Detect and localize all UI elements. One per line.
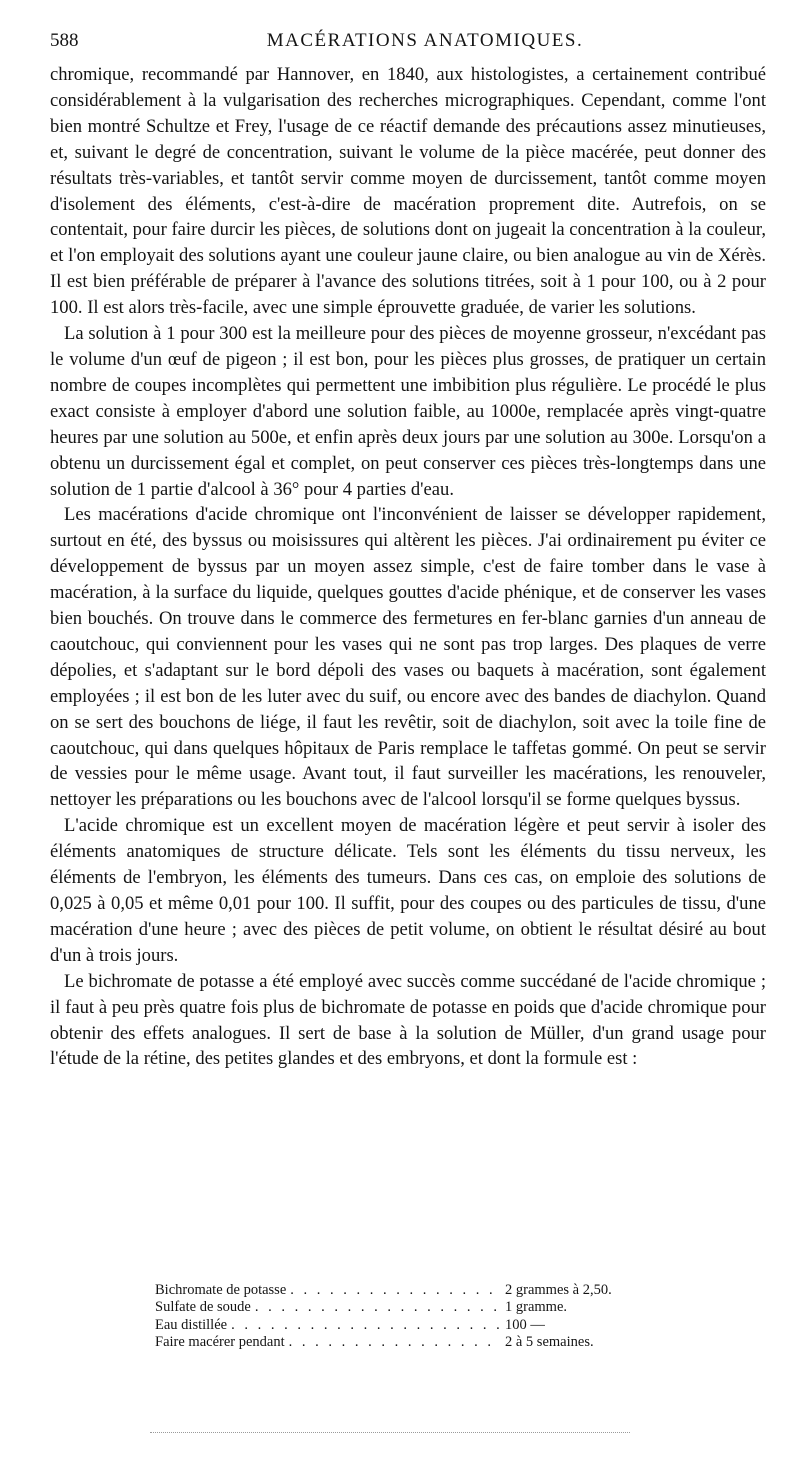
formula-row bbox=[155, 1334, 655, 1351]
paragraph-1: chromique, recommandé par Hannover, en 1840, aux histologistes, a certainement contribué considérablement à la vulgarisation des recherches micrographiques. Cependant, comme l'ont bien montré Schultze et Frey, l'usage de ce réactif demande des précautions assez minutieuses, et, suivant le degré de concentration, suivant le volume de la pièce macérée, peut donner des résultats très-variables, et tantôt servir comme moyen de durcissement, tantôt comme moyen d'isolement des éléments, c'est-à-dire de macération proprement dite. Autrefois, on se contentait, pour faire durcir les pièces, de solutions dont on jugeait la concentration à la couleur, et l'on employait des solutions ayant une couleur jaune claire, ou bien analogue au vin de Xérès. Il est bien préférable de préparer à l'avance des solutions titrées, soit à 1 pour 100, ou à 2 pour 100. Il est alors très-facile, avec une simple éprouvette graduée, de varier les solutions. bbox=[50, 64, 766, 319]
body-text bbox=[50, 62, 766, 1072]
leader-dots bbox=[255, 1299, 501, 1316]
formula-row bbox=[155, 1317, 655, 1334]
page-header bbox=[50, 30, 760, 58]
leader-dots bbox=[289, 1334, 501, 1351]
formula-row bbox=[155, 1282, 655, 1299]
paragraph-5: Le bichromate de potasse a été employé avec succès comme succédané de l'acide chromique ; il faut à peu près quatre fois plus de bichromate de potasse en poids que d'acide chromique pour obtenir des effets analogues. Il sert de base à la solution de Müller, d'un grand usage pour l'étude de la rétine, des petites glandes et des embryons, et dont la formule est : bbox=[50, 970, 766, 1070]
paragraph-4: L'acide chromique est un excellent moyen de macération légère et peut servir à isoler des éléments anatomiques de structure délicate. Tels sont les éléments du tissu nerveux, les éléments de l'embryon, les éléments des tumeurs. Dans ces cas, on emploie des solutions de 0,025 à 0,05 et même 0,01 pour 100. Il suffit, pour des coupes ou des particules de tissu, d'une macération d'une heure ; avec des pièces de petit volume, on obtient le résultat désiré au bout d'un à trois jours. bbox=[50, 815, 766, 966]
formula-ingredient: Eau distillée bbox=[155, 1316, 228, 1333]
paragraph-2: La solution à 1 pour 300 est la meilleure pour des pièces de moyenne grosseur, n'excédant pas le volume d'un œuf de pigeon ; il est bon, pour les pièces plus grosses, de pratiquer un certain nombre de coupes incomplètes qui permettent une imbibition plus régulière. Le procédé le plus exact consiste à employer d'abord une solution faible, au 1000e, remplacée après vingt-quatre heures par une solution au 500e, et enfin après deux jours par une solution au 300e. Lorsqu'on a obtenu un durcissement égal et complet, on peut conserver ces pièces très-longtemps dans une solution de 1 partie d'alcool à 36° pour 4 parties d'eau. bbox=[50, 323, 766, 500]
formula-amount: 2 grammes à 2,50. bbox=[505, 1282, 612, 1298]
leader-dots bbox=[231, 1317, 501, 1334]
formula-amount: 100 — bbox=[505, 1316, 545, 1333]
paragraph-3: Les macérations d'acide chromique ont l'inconvénient de laisser se développer rapidement, surtout en été, des byssus ou moisissures qui altèrent les pièces. J'ai ordinairement pu éviter ce développement de byssus par un moyen assez simple, c'est de faire tomber dans le vase à macération, à la surface du liquide, quelques gouttes d'acide phénique, et de conserver les vases bien bouchés. On trouve dans le commerce des fermetures en fer-blanc garnies d'un anneau de caoutchouc, qui conviennent pour les vases qui ne sont pas trop larges. Des plaques de verre dépolies, et s'adaptant sur le bord dépoli des vases ou baquets à macération, sont également employées ; il est bon de les luter avec du suif, ou encore avec des bandes de diachylon. Quand on se sert des bouchons de liége, il faut les revêtir, soit de diachylon, soit avec la toile fine de caoutchouc, qui dans quelques hôpitaux de Paris remplace le taffetas gommé. On peut se servir de vessies pour le même usage. Avant tout, il faut surveiller les macérations, les renouveler, nettoyer les préparations ou les bouchons avec de l'alcool lorsqu'il se forme quelques byssus. bbox=[50, 504, 766, 811]
formula-ingredient: Faire macérer pendant bbox=[155, 1333, 285, 1350]
leader-dots bbox=[290, 1282, 501, 1299]
formula-ingredient: Sulfate de soude bbox=[155, 1299, 251, 1316]
muller-formula bbox=[155, 1282, 655, 1351]
formula-amount: 2 à 5 semaines. bbox=[505, 1333, 594, 1350]
footer-rule bbox=[150, 1432, 630, 1433]
formula-row bbox=[155, 1299, 655, 1316]
page-number: 588 bbox=[50, 30, 79, 51]
running-head: MACÉRATIONS ANATOMIQUES. bbox=[266, 30, 584, 51]
formula-ingredient: Bichromate de potasse bbox=[155, 1282, 287, 1298]
formula-amount: 1 gramme. bbox=[505, 1299, 568, 1316]
